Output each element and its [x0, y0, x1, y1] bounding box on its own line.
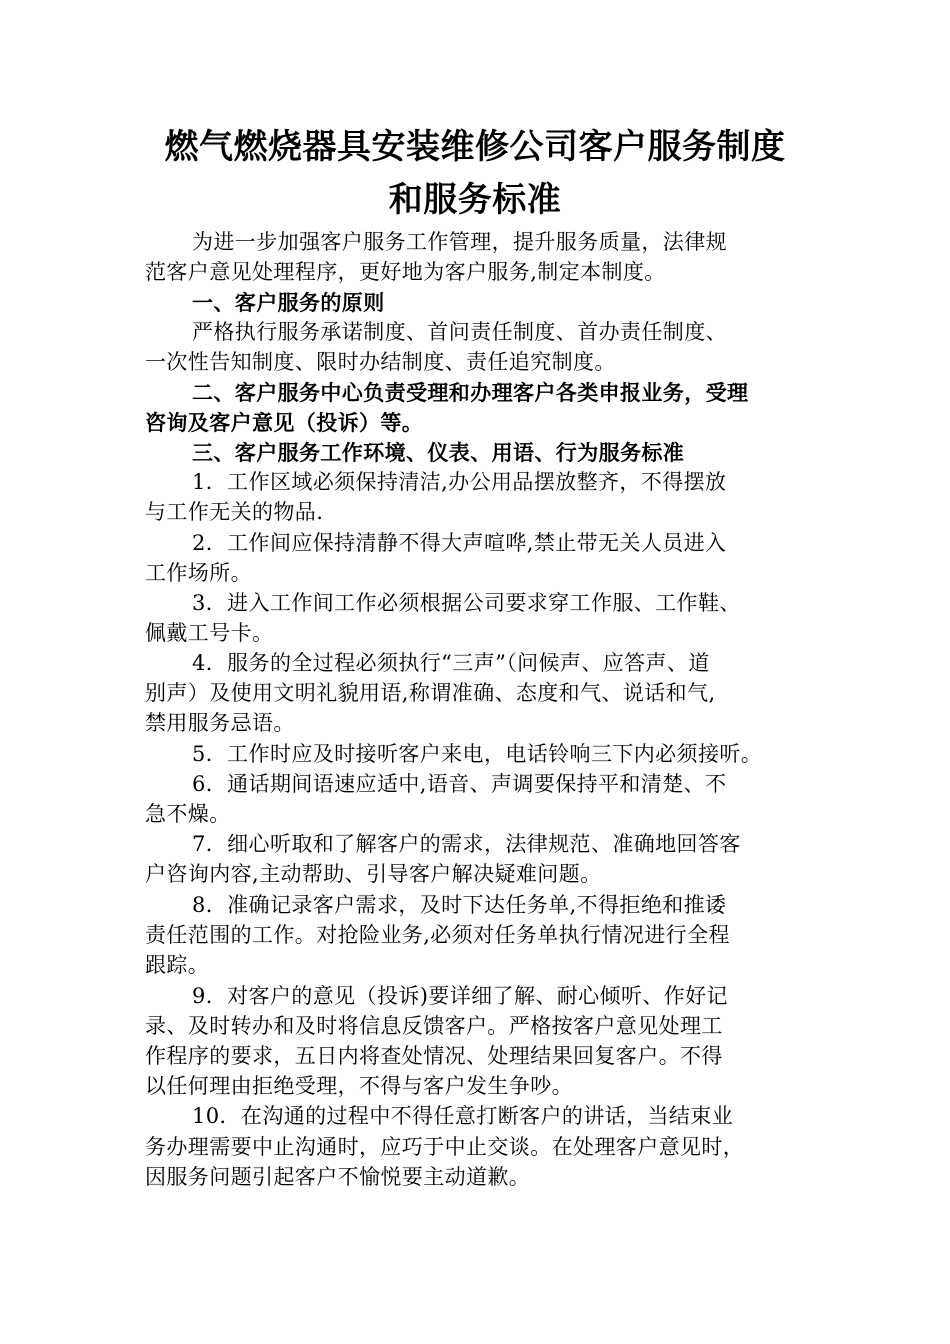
list-item-8-cont: 跟踪。 — [145, 953, 210, 977]
list-item-6-cont: 急不燥。 — [145, 802, 231, 826]
list-item-3-cont: 佩戴工号卡。 — [145, 621, 274, 645]
list-item-9-cont: 作程序的要求，五日内将查处情况、处理结果回复客户。不得 — [145, 1044, 723, 1068]
section-heading-1: 一、客户服务的原则 — [192, 290, 385, 315]
list-item-9-cont: 录、及时转办和及时将信息反馈客户。严格按客户意见处理工 — [145, 1014, 723, 1038]
intro-line-2: 范客户意见处理程序，更好地为客户服务,制定本制度。 — [145, 260, 666, 284]
document-title-line-2: 和服务标准 — [388, 180, 562, 220]
list-item-10-cont: 因服务问题引起客户不愉悦要主动道歉。 — [145, 1165, 531, 1189]
list-item-6: 6．通话期间语速应适中,语音、声调要保持平和清楚、不 — [192, 772, 727, 796]
document-title-line-1: 燃气燃烧器具安装维修公司客户服务制度 — [164, 127, 786, 167]
section-heading-2-cont: 咨询及客户意见（投诉）等。 — [145, 410, 424, 435]
list-item-2: 2．工作间应保持清静不得大声喧哗,禁止带无关人员进入 — [192, 531, 727, 555]
list-item-5: 5．工作时应及时接听客户来电，电话铃响三下内必须接听。 — [192, 742, 763, 766]
paragraph-line: 严格执行服务承诺制度、首问责任制度、首办责任制度、 — [192, 320, 727, 344]
list-item-4-cont: 禁用服务忌语。 — [145, 711, 295, 735]
list-item-8: 8．准确记录客户需求，及时下达任务单,不得拒绝和推诿 — [192, 893, 727, 917]
list-item-4: 4．服务的全过程必须执行“三声”（问候声、应答声、道 — [192, 651, 710, 675]
list-item-9: 9．对客户的意见（投诉)要详细了解、耐心倾听、作好记 — [192, 984, 728, 1008]
list-item-10-cont: 务办理需要中止沟通时，应巧于中止交谈。在处理客户意见时， — [145, 1135, 745, 1159]
list-item-9-cont: 以任何理由拒绝受理，不得与客户发生争吵。 — [145, 1074, 573, 1098]
list-item-8-cont: 责任范围的工作。对抢险业务,必须对任务单执行情况进行全程 — [145, 923, 730, 947]
list-item-1-cont: 与工作无关的物品. — [145, 500, 324, 524]
section-heading-2: 二、客户服务中心负责受理和办理客户各类申报业务，受理 — [192, 380, 749, 405]
paragraph-line: 一次性告知制度、限时办结制度、责任追究制度。 — [145, 350, 616, 374]
section-heading-3: 三、客户服务工作环境、仪表、用语、行为服务标准 — [192, 440, 685, 465]
list-item-3: 3．进入工作间工作必须根据公司要求穿工作服、工作鞋、 — [192, 591, 741, 615]
list-item-2-cont: 工作场所。 — [145, 561, 252, 585]
list-item-7: 7．细心听取和了解客户的需求，法律规范、准确地回答客 — [192, 832, 741, 856]
list-item-4-cont: 别声）及使用文明礼貌用语,称谓准确、态度和气、说话和气, — [145, 681, 716, 705]
intro-line-1: 为进一步加强客户服务工作管理，提升服务质量，法律规 — [192, 230, 727, 254]
list-item-10: 10．在沟通的过程中不得任意打断客户的讲话，当结束业 — [192, 1104, 734, 1128]
list-item-7-cont: 户咨询内容,主动帮助、引导客户解决疑难问题。 — [145, 862, 602, 886]
list-item-1: 1．工作区域必须保持清洁,办公用品摆放整齐，不得摆放 — [192, 470, 727, 494]
